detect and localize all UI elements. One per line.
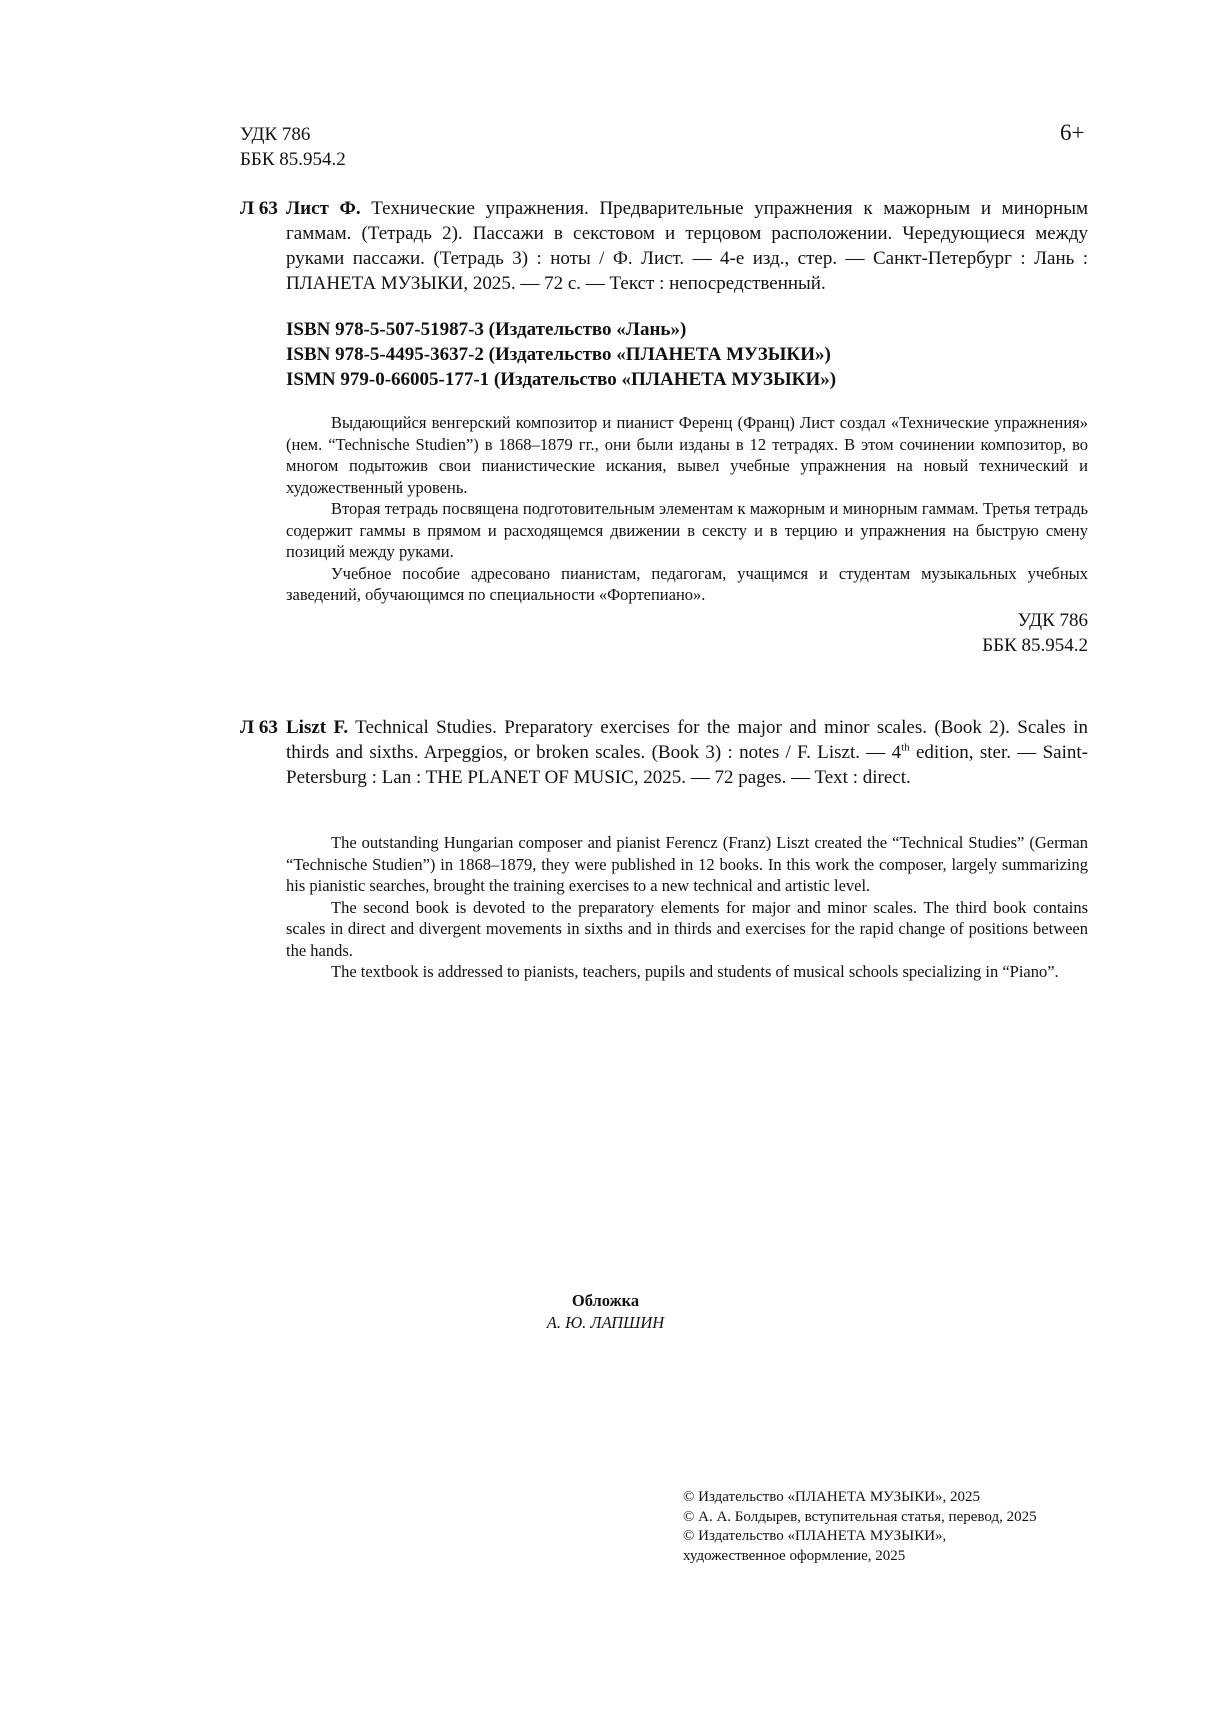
cover-label: Обложка [571, 1291, 640, 1310]
isbn-planeta: ISBN 978-5-4495-3637-2 (Издательство «ПЛАНЕТА МУЗЫКИ») [286, 344, 831, 365]
en-bibliographic-entry [240, 715, 1088, 790]
ru-annotation-paragraph: Вторая тетрадь посвящена подготовительным элементам к мажорным и минорным гаммам. Третья тетрадь содержит гаммы в прямом и расходящемся движении в сексту и в терцию и упражнения на быструю смену позиций между руками. [286, 499, 1088, 561]
udk-bbk-top [240, 122, 346, 172]
en-annotation-paragraph: The outstanding Hungarian composer and pianist Ferencz (Franz) Liszt created the “Technical Studies” (German “Technische Studien”) in 1868–1879, they were published in 12 books. In this work the composer, largely summarizing his pianistic searches, brought the training exercises to a new technical and artistic level. [286, 833, 1088, 895]
ru-annotation-paragraph: Учебное пособие адресовано пианистам, педагогам, учащимся и студентам музыкальных учебных заведений, обучающимся по специальности «Фортепиано». [286, 563, 1088, 604]
ru-entry-code: Л 63 [240, 198, 278, 219]
en-entry-text: Technical Studies. Preparatory exercises for the major and minor scales. (Book 2). Scales in thirds and sixths. Arpeggios, or broken scales. (Book 3) : notes / F. Liszt. — 4 [286, 717, 1088, 763]
copyright-line: © Издательство «ПЛАНЕТА МУЗЫКИ», [683, 1528, 947, 1544]
ru-entry-text: Технические упражнения. Предварительные упражнения к мажорным и минорным гаммам. (Тетрадь 2). Пассажи в секстовом и терцовом расположении. Чередующиеся между руками пассажи. (Тетрадь 3) : ноты / Ф. Лист. — 4-е изд., стер. — Санкт-Петербург : Лань : ПЛАНЕТА МУЗЫКИ, 2025. — 72 с. — Текст : непосредственный. [286, 198, 1088, 294]
en-entry-text-cont: edition, ster. — Saint-Petersburg : Lan : THE PLANET OF MUSIC, 2025. — 72 pages. — Text : direct. [286, 742, 1088, 788]
ru-bibliographic-entry [240, 196, 1088, 296]
copyright-line: художественное оформление, 2025 [683, 1547, 906, 1564]
copyright-line: © Издательство «ПЛАНЕТА МУЗЫКИ», 2025 [683, 1489, 981, 1505]
age-rating: 6+ [1060, 120, 1085, 145]
isbn-lan: ISBN 978-5-507-51987-3 (Издательство «Лань») [286, 319, 687, 340]
isbn-block [286, 317, 836, 392]
en-entry-code: Л 63 [240, 717, 278, 738]
cover-credit [0, 1290, 1211, 1334]
copyright-block [683, 1488, 1037, 1566]
ru-annotation-paragraph: Выдающийся венгерский композитор и пианист Ференц (Франц) Лист создал «Технические упражнения» (нем. “Technische Studien”) в 1868–1879 гг., они были изданы в 12 тетрадях. В этом сочинении композитор, во многом подытожив свои пианистические искания, вывел учебные упражнения на новый технический и художественный уровень. [286, 413, 1088, 497]
udk-code: УДК 786 [240, 124, 311, 145]
cover-designer: А. Ю. ЛАПШИН [546, 1313, 665, 1332]
bbk-code: ББК 85.954.2 [982, 635, 1088, 656]
en-annotation-paragraph: The second book is devoted to the preparatory elements for major and minor scales. The third book contains scales in direct and divergent movements in sixths and in thirds and exercises for the rapid change of positions between the hands. [286, 897, 1088, 960]
en-entry-superscript: th [901, 741, 910, 754]
bbk-code: ББК 85.954.2 [240, 149, 346, 170]
en-annotation-paragraph: The textbook is addressed to pianists, teachers, pupils and students of musical schools specializing in “Piano”. [331, 962, 1059, 981]
udk-bbk-bottom [982, 608, 1088, 658]
ru-entry-author: Лист Ф. [286, 198, 361, 219]
udk-code: УДК 786 [1017, 610, 1088, 631]
en-entry-author: Liszt F. [286, 717, 349, 738]
ismn-planeta: ISMN 979-0-66005-177-1 (Издательство «ПЛАНЕТА МУЗЫКИ») [286, 369, 837, 390]
copyright-line: © А. А. Болдырев, вступительная статья, перевод, 2025 [683, 1508, 1037, 1525]
ru-annotation [286, 412, 1088, 606]
en-annotation [286, 832, 1088, 983]
